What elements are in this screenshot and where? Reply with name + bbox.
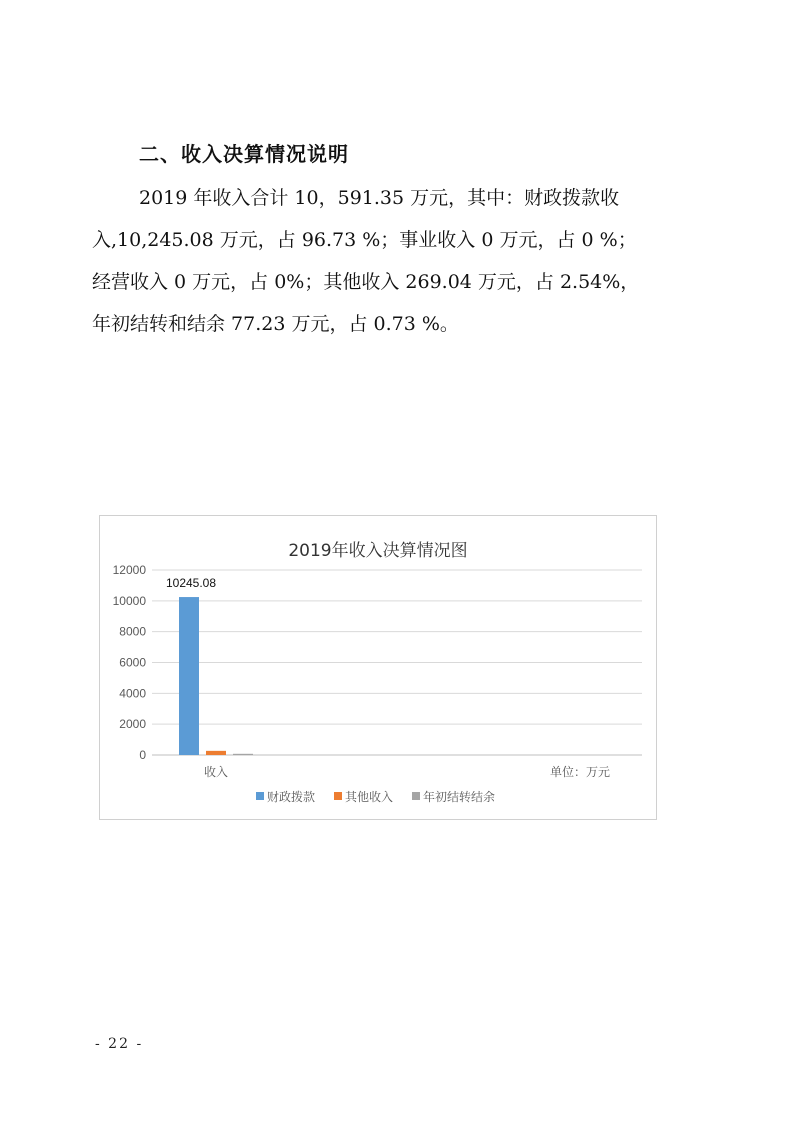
paragraph-line: 入,10,245.08 万元，占 96.73 %；事业收入 0 万元，占 0 %；: [92, 229, 637, 251]
page-number: - 22 -: [95, 1036, 144, 1052]
chart-canvas: [100, 516, 658, 821]
section-heading: 二、收入决算情况说明: [139, 142, 349, 166]
legend-swatch: [334, 792, 342, 800]
legend-swatch: [256, 792, 264, 800]
unit-note: 单位：万元: [549, 765, 611, 779]
legend-label: 其他收入: [345, 790, 394, 804]
bar: [233, 754, 253, 755]
legend-swatch: [412, 792, 420, 800]
chart-title: 2019年收入决算情况图: [288, 541, 468, 561]
paragraph-line: 2019 年收入合计 10，591.35 万元，其中：财政拨款收: [139, 187, 620, 209]
legend-label: 财政拨款: [267, 790, 316, 804]
paragraph-line: 经营收入 0 万元，占 0%；其他收入 269.04 万元，占 2.54%，: [92, 271, 640, 293]
bar: [206, 751, 226, 755]
y-tick-label: 4000: [119, 686, 146, 701]
y-tick-label: 0: [139, 748, 146, 762]
y-tick-label: 8000: [119, 624, 146, 639]
paragraph-line: 年初结转和结余 77.23 万元，占 0.73 %。: [92, 313, 459, 335]
y-tick-label: 6000: [119, 655, 146, 670]
y-tick-label: 2000: [119, 717, 146, 732]
bar: [179, 597, 199, 755]
income-chart: [99, 515, 657, 820]
y-tick-label: 10000: [112, 593, 146, 608]
data-label: 10245.08: [165, 576, 217, 591]
legend-label: 年初结转结余: [423, 790, 496, 804]
income-description: [92, 180, 702, 348]
y-tick-label: 12000: [112, 563, 146, 577]
x-category-label: 收入: [203, 765, 229, 779]
